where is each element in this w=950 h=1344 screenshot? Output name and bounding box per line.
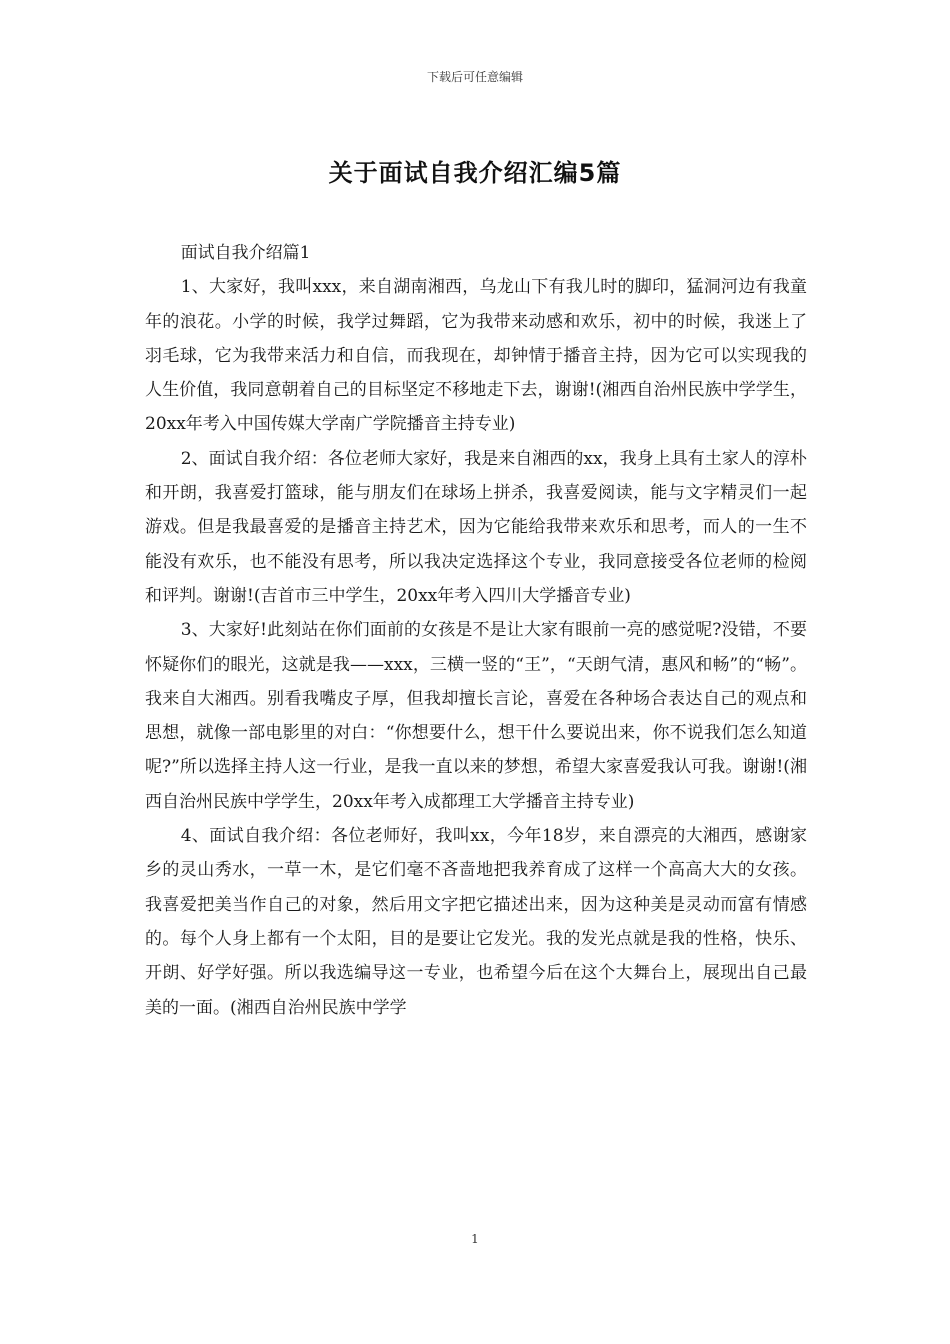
page-number: 1 — [471, 1232, 479, 1246]
paragraph-3: 3、大家好!此刻站在你们面前的女孩是不是让大家有眼前一亮的感觉呢?没错，不要怀疑你们的眼光，这就是我——xxx，三横一竖的“王”，“天朗气清，惠风和畅”的“畅”。我来自大湘西。别看我嘴皮子厚，但我却擅长言论，喜爱在各种场合表达自己的观点和思想，就像一部电影里的对白：“你想要什么，想干什么要说出来，你不说我们怎么知道呢?”所以选择主持人这一行业，是我一直以来的梦想，希望大家喜爱我认可我。谢谢!(湘西自治州民族中学学生，20xx年考入成都理工大学播音主持专业) — [145, 620, 808, 812]
section-heading: 面试自我介绍篇1 — [180, 243, 311, 263]
paragraph-4: 4、面试自我介绍：各位老师好，我叫xx，今年18岁，来自漂亮的大湘西，感谢家乡的灵山秀水，一草一木，是它们毫不吝啬地把我养育成了这样一个高高大大的女孩。我喜爱把美当作自己的对象，然后用文字把它描述出来，因为这种美是灵动而富有情感的。每个人身上都有一个太阳，目的是要让它发光。我的发光点就是我的性格，快乐、开朗、好学好强。所以我选编导这一专业，也希望今后在这个大舞台上，展现出自己最美的一面。(湘西自治州民族中学学 — [145, 826, 807, 1018]
paragraph-1: 1、大家好，我叫xxx，来自湖南湘西，乌龙山下有我儿时的脚印，猛洞河边有我童年的浪花。小学的时候，我学过舞蹈，它为我带来动感和欢乐，初中的时候，我迷上了羽毛球，它为我带来活力和自信，而我现在，却钟情于播音主持，因为它可以实现我的人生价值，我同意朝着自己的目标坚定不移地走下去，谢谢!(湘西自治州民族中学学生，20xx年考入中国传媒大学南广学院播音主持专业) — [145, 277, 807, 435]
document-body — [145, 236, 807, 1025]
page-header: 下载后可任意编辑 — [426, 70, 523, 84]
document-title: 关于面试自我介绍汇编5篇 — [328, 159, 622, 187]
paragraph-2: 2、面试自我介绍：各位老师大家好，我是来自湘西的xx，我身上具有土家人的淳朴和开朗，我喜爱打篮球，能与朋友们在球场上拼杀，我喜爱阅读，能与文字精灵们一起游戏。但是我最喜爱的是播音主持艺术，因为它能给我带来欢乐和思考，而人的一生不能没有欢乐，也不能没有思考，所以我决定选择这个专业，我同意接受各位老师的检阅和评判。谢谢!(吉首市三中学生，20xx年考入四川大学播音专业) — [145, 448, 807, 606]
